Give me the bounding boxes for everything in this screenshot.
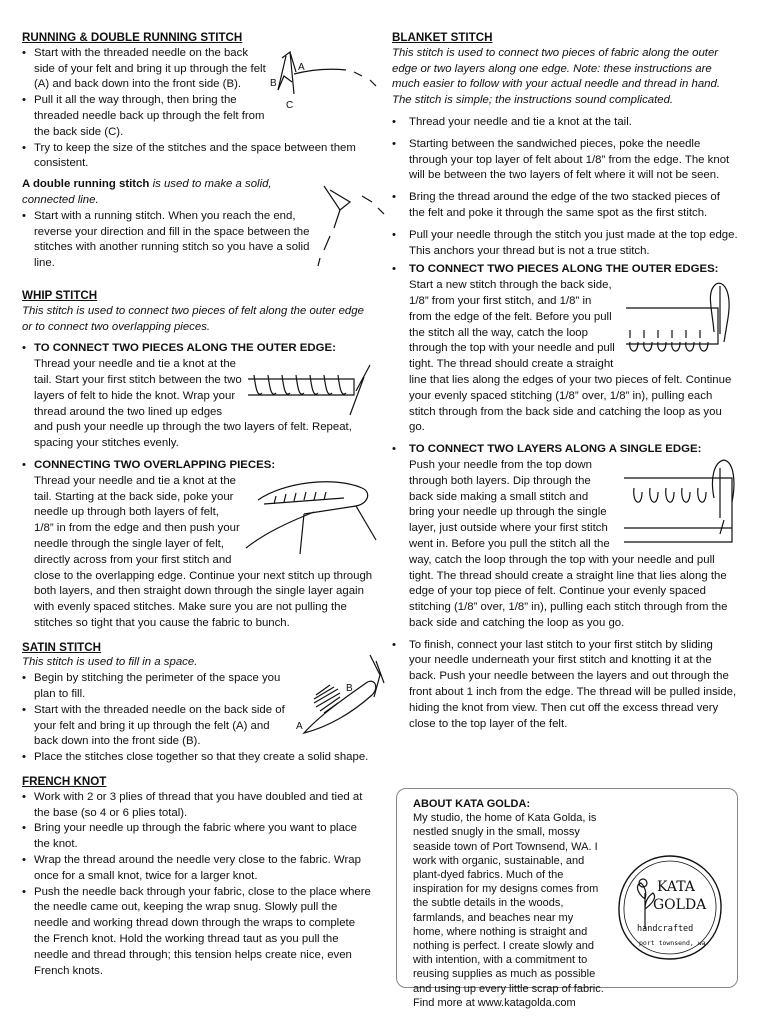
right-column (392, 30, 738, 732)
whip-outer-heading: • TO CONNECT TWO PIECES ALONG THE OUTER EDGE: (34, 342, 336, 355)
blanket-outer-heading: • TO CONNECT TWO PIECES ALONG THE OUTER EDGES: (409, 263, 719, 276)
list-item: • Push the needle back through your fabric, close to the place where the needle came out, keeping the wrap snug. Slowly pull the needle and working thread down through the wraps to complete the French knot. Hold the working thread taut as you pull the needle and thread through; this tension helps create nice, even French knots. (22, 885, 374, 980)
logo-handcrafted: handcrafted (637, 924, 694, 934)
list-item: • Place the stitches close together so that they create a solid shape. (22, 750, 374, 766)
whip-stitch-intro: This stitch is used to connect two pieces of felt along the outer edge or to connect two overlapping pieces. (22, 304, 364, 333)
kata-golda-logo (615, 853, 725, 963)
list-item: • Start with the threaded needle on the back side of your felt and bring it up through the felt (A) and back down into the front side (B). (22, 703, 374, 750)
list-item: • Start with a running stitch. When you reach the end, reverse your direction and fill in the space between the stitches with another running stitch so you have a solid line. (22, 209, 374, 272)
list-item: • To finish, connect your last stitch to your first stitch by sliding your needle underneath your first stitch and knotting it at the back. Push your needle between the layers and out through the front about 1 inch from the edge. The thread will be pulled inside, hiding the knot from view. Then cut off the excess thread very close to the top layer of the felt. (392, 638, 738, 733)
fig-label-c: C (286, 99, 294, 111)
french-knot-section (22, 774, 374, 979)
fig-label-a: A (298, 61, 305, 73)
satin-stitch-intro: This stitch is used to fill in a space. (22, 656, 198, 669)
running-stitch-steps (22, 46, 374, 172)
list-item (22, 341, 374, 452)
left-column (22, 30, 374, 979)
list-item: • Starting between the sandwiched pieces, poke the needle through your top layer of felt about 1/8” from the edge. The knot will be between the two layers of felt where it will not be seen. (392, 137, 738, 184)
french-knot-steps (22, 790, 374, 980)
list-item (22, 458, 374, 632)
whip-stitch-section (22, 288, 374, 632)
whip-stitch-steps (22, 341, 374, 631)
whip-outer-body: Thread your needle and tie a knot at the tail. Start your first stitch between the two layers of felt to hide the knot. Wrap your thread around the two lined up edges and push your needle up through the two layers of felt. Repeat, spacing your stitches evenly. (34, 358, 352, 450)
list-item (392, 262, 738, 436)
list-item: • Bring the thread around the edge of the two stacked pieces of the felt and poke it through the same spot as the first stitch. (392, 190, 738, 222)
list-item: • Thread your needle and tie a knot at the tail. (392, 115, 738, 131)
satin-stitch-title: SATIN STITCH (22, 640, 102, 654)
satin-stitch-section (22, 640, 374, 766)
blanket-single-body: Push your needle from the top down through both layers. Dip through the back side making a small stitch and bring your needle up through the single layer, just outside where your first stitch went in. Before you pull the stitch all the way, catch the loop through the top with your needle and pull tight. The thread should create a straight line that lies along the edge of your top piece of felt. Continue your evenly spaced stitching (1/8” over, 1/8” in), pulling each stitch through from the back side and catching the loop as you go. (409, 458, 728, 629)
fig-label-a: A (296, 721, 303, 733)
blanket-outer-body: Start a new stitch through the back side, 1/8” from your first stitch, and 1/8” in from the edge of the felt. Before you pull the stitch all the way, catch the loop through the top with your needle and pull tight. The thread should create a straight line that lies along the edges of your two pieces of felt. Continue your evenly spaced stitching (1/8” over, 1/8” in), pulling each stitch through from the back side and catching the loop as you go. (409, 279, 732, 434)
satin-stitch-steps (22, 671, 374, 766)
about-box (396, 788, 738, 1009)
running-stitch-section (22, 30, 374, 272)
blanket-stitch-section (392, 30, 738, 732)
blanket-single-heading: • TO CONNECT TWO LAYERS ALONG A SINGLE EDGE: (409, 443, 702, 456)
blanket-single-illustration (620, 458, 746, 552)
logo-kata: KATA (657, 879, 695, 895)
about-title: ABOUT KATA GOLDA: (413, 798, 531, 810)
list-item: • Work with 2 or 3 plies of thread that you have doubled and tied at the base (so 4 or 6 plies total). (22, 790, 374, 822)
list-item: • Begin by stitching the perimeter of the space you plan to fill. (22, 671, 374, 703)
running-stitch-title: RUNNING & DOUBLE RUNNING STITCH (22, 31, 243, 44)
double-running-steps (22, 209, 374, 272)
list-item: • Try to keep the size of the stitches and the space between them consistent. (22, 141, 374, 173)
fig-label-b: B (346, 683, 353, 695)
whip-overlap-body: Thread your needle and tie a knot at the tail. Starting at the back side, poke your needle up through both layers of felt, 1/8” in from the edge and then push your needle through the single layer of felt, directly across from your first stitch and close to the overlapping edge. Continue your next stitch up through both layers, and then straight down through the single layer again with evenly spaced stitches. Make sure you are not pulling the stitches so tight that you cause the fabric to bunch. (34, 474, 373, 629)
blanket-stitch-title: BLANKET STITCH (392, 31, 493, 44)
whip-overlap-illustration (244, 474, 382, 560)
list-item: • Pull your needle through the stitch you just made at the top edge. This anchors your thread but is not a true stitch. (392, 228, 738, 260)
logo-golda: GOLDA (653, 897, 707, 913)
french-knot-title: FRENCH KNOT (22, 775, 107, 789)
blanket-stitch-intro: This stitch is used to connect two pieces of fabric along the outer edge or two layers along one edge. Note: these instructions are much easier to follow with your actual needle and thread in hand. The stitch is simple; the instructions sound complicated. (392, 46, 720, 107)
blanket-outer-illustration (620, 278, 738, 362)
list-item: • Pull it all the way through, then bring the threaded needle back up through the felt from the back side (C). (22, 93, 374, 140)
whip-stitch-title: WHIP STITCH (22, 288, 98, 302)
about-body: My studio, the home of Kata Golda, is nestled snugly in the small, mossy seaside town of Port Townsend, WA. I work with organic, sustainable, and plant-dyed fabrics. Much of the inspiration for my designs comes from the subtle details in the woods, farmlands, and beaches near my home, where nothing is straight and nothing is perfect. I create slowly and with intention, with a commitment to reusing supplies as much as possible and using up every little scrap of fabric. Find more at www.katagolda.com (413, 812, 604, 1009)
list-item (392, 442, 738, 632)
double-running-lead: A double running stitch is used to make a solid, connected line. (22, 178, 272, 206)
logo-place: port townsend, wa (639, 939, 706, 947)
whip-overlap-heading: • CONNECTING TWO OVERLAPPING PIECES: (34, 458, 276, 471)
list-item: • Wrap the thread around the needle very close to the fabric. Wrap once for a small knot, twice for a larger knot. (22, 853, 374, 885)
list-item: • Bring your needle up through the fabric where you want to place the knot. (22, 821, 374, 853)
blanket-stitch-steps (392, 115, 738, 732)
list-item: • Start with the threaded needle on the back side of your felt and bring it up through the felt (A) and back down into the front side (B). (22, 46, 374, 93)
fig-label-b: B (270, 77, 277, 89)
whip-outer-illustration (246, 361, 380, 419)
